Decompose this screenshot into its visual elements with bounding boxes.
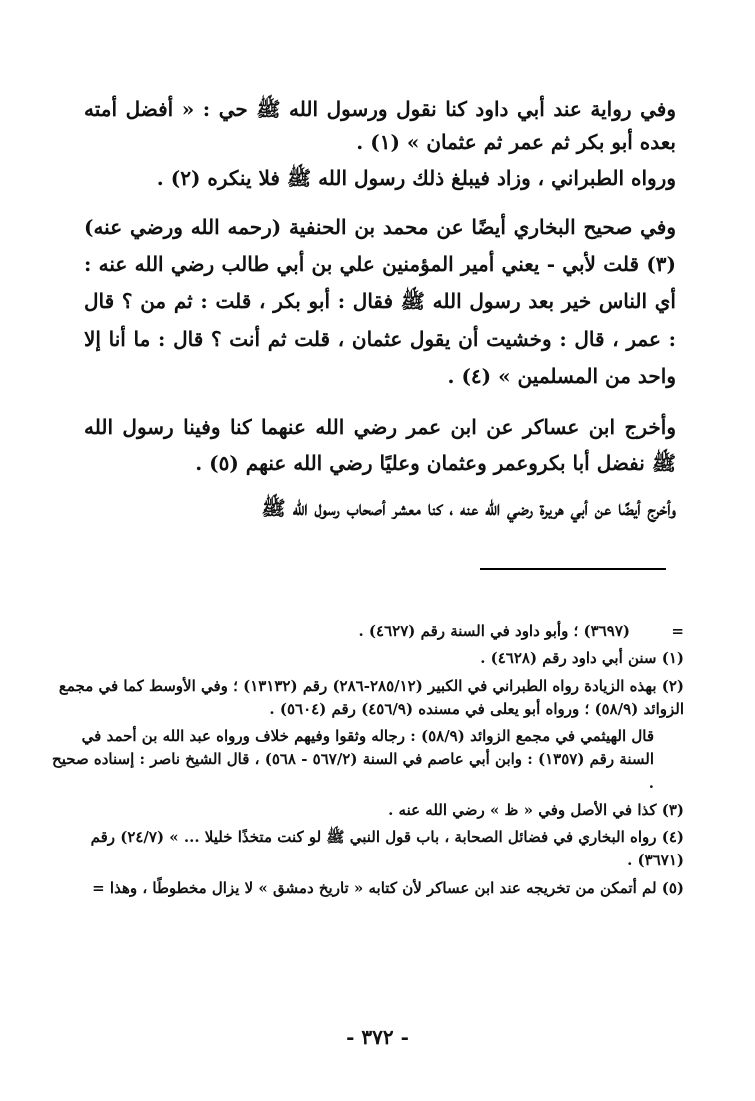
- footnote-2-haythami: قال الهيثمي في مجمع الزوائد (٥٨/٩) : رجاله وثقوا وفيهم خلاف ورواه عبد الله بن أحمد في السنة رقم (١٣٥٧) : وابن أبي عاصم في السنة (٥٦٧/٢ - ٥٦٨) ، قال الشيخ ناصر : إسناده صحيح .: [52, 727, 654, 792]
- footnote-4: (٤) رواه البخاري في فضائل الصحابة ، باب قول النبي ﷺ لو كنت متخذًا خليلا ... » (٢٤/٧) رقم (٣٦٧١) .: [90, 828, 684, 870]
- paragraph-abu-dawud: وفي رواية عند أبي داود كنا نقول ورسول الله ﷺ حي : « أفضل أمته بعده أبو بكر ثم عمر ثم عثمان » (١) .: [84, 97, 676, 154]
- footnotes: [48, 620, 684, 904]
- footnote-3: (٣) كذا في الأصل وفي « ظ » رضي الله عنه .: [388, 800, 684, 819]
- paragraph-ibn-asakir-abu-hurayra: وأخرج أيضًا عن أبي هريرة رضي الله عنه ، كنا معشر أصحاب رسول الله ﷺ: [261, 495, 676, 520]
- paragraph-bukhari: وفي صحيح البخاري أيضًا عن محمد بن الحنفية (رحمه الله ورضي عنه) (٣) قلت لأبي - يعني أمير المؤمنين علي بن أبي طالب رضي الله عنه : أي الناس خير بعد رسول الله ﷺ فقال : أبو بكر ، قلت : ثم من ؟ قال : عمر ، قال : وخشيت أن يقول عثمان ، قلت ثم أنت ؟ قال : ما أنا إلا واحد من المسلمين » (٤) .: [84, 215, 676, 388]
- main-text: [84, 93, 676, 523]
- page-number: - ٣٧٢ -: [346, 1025, 409, 1049]
- paragraph-ibn-asakir-ibn-umar: وأخرج ابن عساكر عن ابن عمر رضي الله عنهما كنا وفينا رسول الله ﷺ نفضل أبا بكروعمر وعثمان وعليًا رضي الله عنهم (٥) .: [84, 414, 676, 475]
- continuation-mark: =: [671, 622, 684, 640]
- footnote-2: (٢) بهذه الزيادة رواه الطبراني في الكبير (٢٨٥/١٢-٢٨٦) رقم (١٣١٣٢) ؛ وفي الأوسط كما في مجمع الزوائد (٥٨/٩) ؛ ورواه أبو يعلى في مسنده (٤٥٦/٩) رقم (٥٦٠٤) .: [58, 676, 684, 718]
- footnote-5: (٥) لم أتمكن من تخريجه عند ابن عساكر لأن كتابه « تاريخ دمشق » لا يزال مخطوطًا ، وهذا =: [92, 878, 684, 897]
- footnote-continuation-text: (٣٦٩٧) ؛ وأبو داود في السنة رقم (٤٦٢٧) .: [358, 622, 630, 640]
- footnote-separator: [480, 568, 666, 570]
- paragraph-tabarani: ورواه الطبراني ، وزاد فيبلغ ذلك رسول الله ﷺ فلا ينكره (٢) .: [156, 166, 676, 190]
- footnote-continuation: [48, 620, 684, 643]
- footnote-1: (١) سنن أبي داود رقم (٤٦٢٨) .: [480, 649, 684, 668]
